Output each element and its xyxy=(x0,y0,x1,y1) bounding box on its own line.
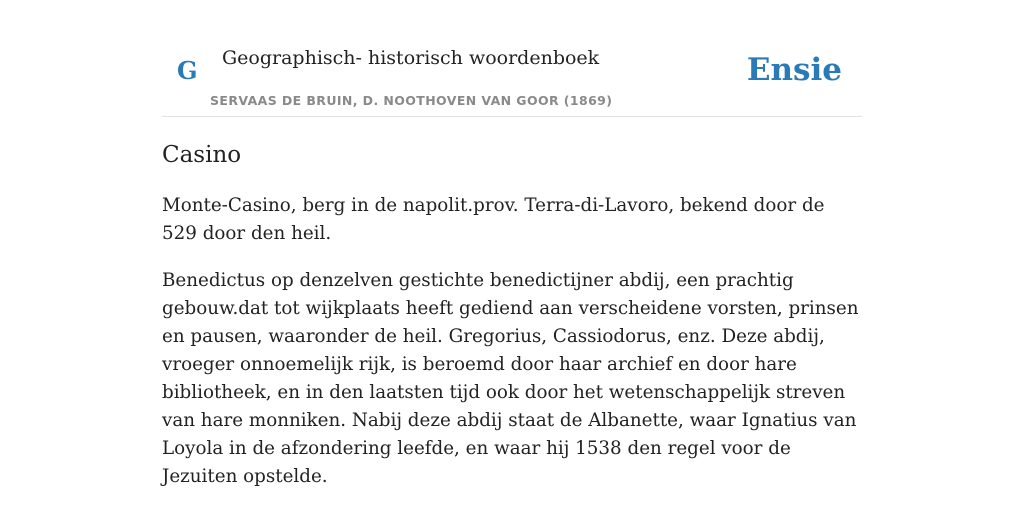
book-title-link[interactable]: Geographisch- historisch woordenboek xyxy=(222,47,600,69)
ensie-logo-link[interactable]: Ensie xyxy=(746,52,842,88)
entry-paragraph-2: Benedictus op denzelven gestichte benedictijner abdij, een prachtig gebouw.dat tot wijkplaats heeft gediend aan verscheidene vorsten, prinsen en pausen, waaronder de heil. Gregorius, Cassiodorus, enz. Deze abdij, vroeger onnoemelijk rijk, is beroemd door haar archief en door hare bibliotheek, en in den laatsten tijd ook door het wetenschappelijk streven van hare monniken. Nabij deze abdij staat de Albanette, waar Ignatius van Loyola in de afzondering leefde, en waar hij 1538 den regel voor de Jezuiten opstelde. xyxy=(162,270,859,487)
book-author: SERVAAS DE BRUIN, D. NOOTHOVEN VAN GOOR (1869) xyxy=(210,93,613,108)
entry-content xyxy=(162,138,862,491)
entry-title: Casino xyxy=(162,142,242,168)
dictionary-header xyxy=(162,0,862,117)
entry-paragraph-1: Monte-Casino, berg in de napolit.prov. Terra-di-Lavoro, bekend door de 529 door den heil. xyxy=(162,195,825,244)
book-logo-letter[interactable]: G xyxy=(177,56,198,85)
